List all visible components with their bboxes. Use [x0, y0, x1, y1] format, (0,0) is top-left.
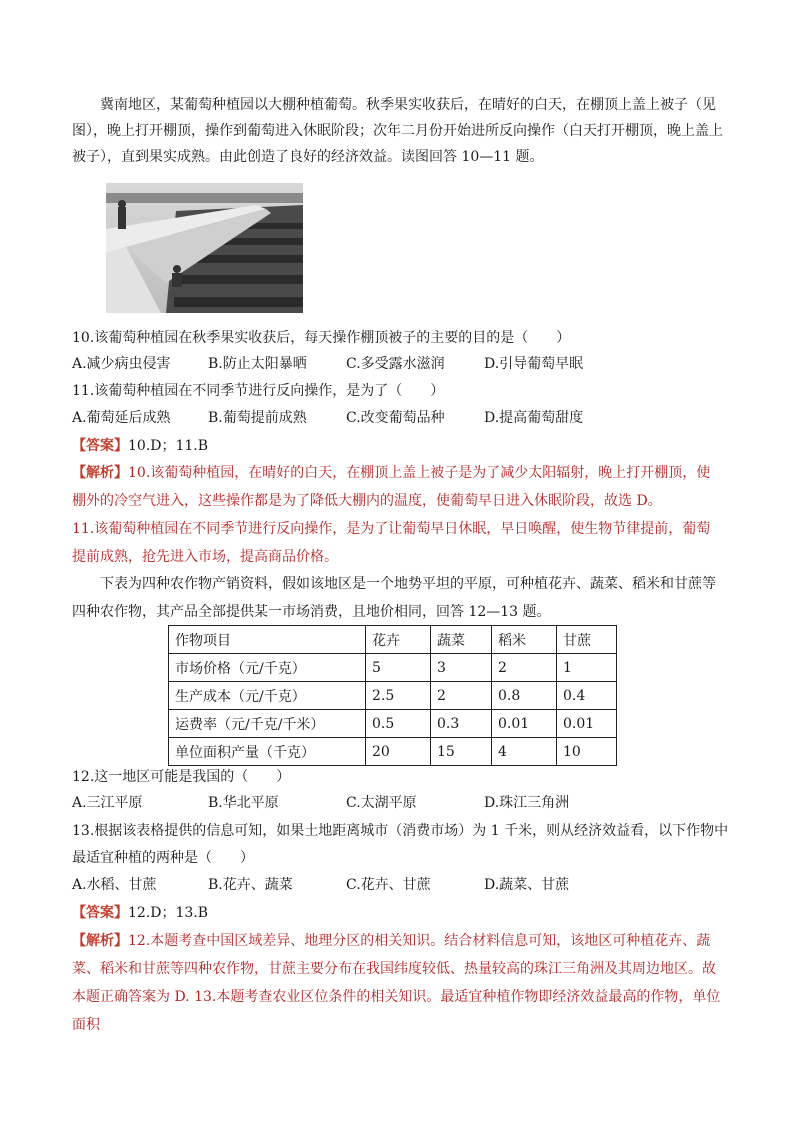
- table-cell: 0.4: [557, 682, 617, 710]
- question-10-stem: 10.该葡萄种植园在秋季果实收获后，每天操作棚顶被子的主要的目的是（ ）: [72, 330, 571, 346]
- answer-block-2: [72, 903, 208, 923]
- intro-crop-table-passage: 下表为四种农作物产销资料，假如该地区是一个地势平坦的平原，可种植花卉、蔬菜、稻米和甘蔗等四种农作物，其产品全部提供某一市场消费，且地价相同，回答 12—13 题。: [72, 576, 716, 620]
- table-cell: 2.5: [366, 682, 431, 710]
- option-d: D.蔬菜、甘蔗: [484, 877, 570, 893]
- analysis-text: 12.本题考查中国区域差异、地理分区的相关知识。结合材料信息可知，该地区可种植花卉、蔬菜、稻米和甘蔗等四种农作物，甘蔗主要分布在我国纬度较低、热量较高的珠江三角洲及其周边地区。故本题正确答案为 D. 13.本题考查农业区位条件的相关知识。最适宜种植作物即经济效益最高的作物，单位面积: [72, 933, 721, 1033]
- analysis-text: 10.该葡萄种植园，在晴好的白天，在棚顶上盖上被子是为了减少太阳辐射，晚上打开棚顶，使棚外的冷空气进入，这些操作都是为了降低大棚内的温度，使葡萄早日进入休眠阶段，故选 D。: [72, 465, 711, 509]
- table-cell: 15: [431, 738, 492, 766]
- option-b: B.防止太阳暴晒: [208, 356, 307, 372]
- answer-tag: 【答案】: [72, 905, 128, 921]
- question-12-options: [72, 793, 569, 813]
- option-a: A.三江平原: [72, 795, 143, 811]
- table-row: [169, 682, 617, 710]
- table-cell: 市场价格（元/千克）: [169, 654, 366, 682]
- analysis-tag: 【解析】: [72, 465, 128, 481]
- question-13-options: [72, 875, 569, 895]
- table-header-cell: 花卉: [366, 626, 431, 654]
- table-cell: 5: [366, 654, 431, 682]
- table-header-cell: 稻米: [492, 626, 557, 654]
- option-b: B.花卉、蔬菜: [208, 877, 293, 893]
- option-b: B.葡萄提前成熟: [208, 410, 307, 426]
- option-b: B.华北平原: [208, 795, 279, 811]
- option-d: D.提高葡萄甜度: [484, 410, 584, 426]
- intro-grape-passage: 冀南地区，某葡萄种植园以大棚种植葡萄。秋季果实收获后，在晴好的白天，在棚顶上盖上被子（见图），晚上打开棚顶，操作到葡萄进入休眠阶段；次年二月份开始进所反向操作（白天打开棚顶，晚上盖上被子），直到果实成熟。由此创造了良好的经济效益。读图回答 10—11 题。: [72, 97, 723, 165]
- greenhouse-grape-photo: [106, 183, 303, 313]
- option-d: D.引导葡萄早眠: [484, 356, 584, 372]
- table-header-row: [169, 626, 617, 654]
- table-row: [169, 654, 617, 682]
- answer-block-1: [72, 436, 208, 456]
- option-c: C.太湖平原: [346, 795, 417, 811]
- analysis-tag: 【解析】: [72, 933, 128, 949]
- option-a: A.水稻、甘蔗: [72, 877, 157, 893]
- answer-text: 12.D；13.B: [128, 905, 209, 921]
- table-cell: 0.3: [431, 710, 492, 738]
- table-cell: 10: [557, 738, 617, 766]
- table-cell: 单位面积产量（千克）: [169, 738, 366, 766]
- table-cell: 生产成本（元/千克）: [169, 682, 366, 710]
- answer-tag: 【答案】: [72, 438, 128, 454]
- table-header-cell: 甘蔗: [557, 626, 617, 654]
- question-10-options: [72, 354, 583, 374]
- table-cell: 运费率（元/千克/千米）: [169, 710, 366, 738]
- option-c: C.多受露水滋润: [346, 356, 445, 372]
- table-cell: 0.8: [492, 682, 557, 710]
- table-cell: 4: [492, 738, 557, 766]
- table-cell: 3: [431, 654, 492, 682]
- question-12-stem: 12.这一地区可能是我国的（ ）: [72, 769, 291, 785]
- analysis-block-1: [72, 459, 724, 515]
- question-13-stem-line2: 最适宜种植的两种是（ ）: [72, 850, 254, 866]
- analysis-block-2: [72, 927, 724, 1039]
- answer-text: 10.D；11.B: [128, 438, 209, 454]
- question-13-stem-line1: 13.根据该表格提供的信息可知，如果土地距离城市（消费市场）为 1 千米，则从经济效益看，以下作物中: [72, 823, 729, 839]
- table-cell: 20: [366, 738, 431, 766]
- table-header-cell: 作物项目: [169, 626, 366, 654]
- question-11-stem: 11.该葡萄种植园在不同季节进行反向操作，是为了（ ）: [72, 383, 445, 399]
- table-row: [169, 738, 617, 766]
- table-cell: 0.5: [366, 710, 431, 738]
- option-a: A.葡萄延后成熟: [72, 410, 171, 426]
- table-cell: 1: [557, 654, 617, 682]
- question-11-options: [72, 408, 583, 428]
- table-cell: 0.01: [492, 710, 557, 738]
- table-header-cell: 蔬菜: [431, 626, 492, 654]
- option-c: C.花卉、甘蔗: [346, 877, 431, 893]
- crop-data-table: [168, 625, 617, 766]
- table-row: [169, 710, 617, 738]
- table-cell: 2: [492, 654, 557, 682]
- table-cell: 0.01: [557, 710, 617, 738]
- option-a: A.减少病虫侵害: [72, 356, 171, 372]
- option-d: D.珠江三角洲: [484, 795, 570, 811]
- table-cell: 2: [431, 682, 492, 710]
- option-c: C.改变葡萄品种: [346, 410, 445, 426]
- analysis-block-1-part2: 11.该葡萄种植园在不同季节进行反向操作，是为了让葡萄早日休眠，早日唤醒，使生物节律提前，葡萄提前成熟，抢先进入市场，提高商品价格。: [72, 521, 711, 565]
